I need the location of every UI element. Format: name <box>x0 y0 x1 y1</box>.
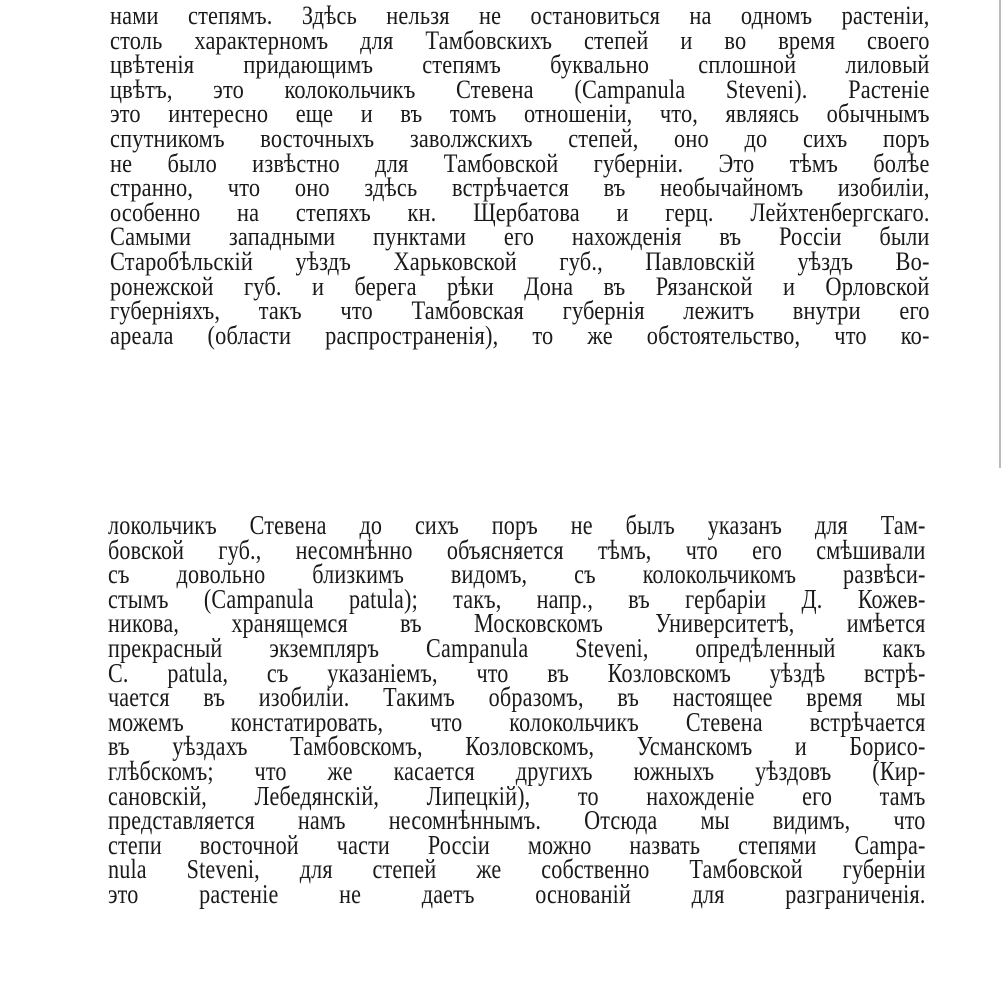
text-line: губернiяхъ, такъ что Тамбовская губернiя лежитъ внутри его <box>110 296 930 326</box>
text-line: можемъ констатировать, что колокольчикъ Стевена встрѣчается <box>108 706 926 737</box>
text-line: чается въ изобилiи. Такимъ образомъ, въ настоящее время мы <box>108 682 926 713</box>
text-line: стымъ (Campanula patula); такъ, напр., въ гербарiи Д. Кожев- <box>108 583 926 614</box>
text-line: nula Steveni, для степей же собственно Тамбовской губернiи <box>108 854 926 885</box>
text-line: цвѣтенiя придающимъ степямъ буквально сплошной лиловый <box>110 50 930 80</box>
text-line: Самыми западными пунктами его нахожденiя въ Россiи были <box>110 222 930 252</box>
text-line: странно, что оно здѣсь встрѣчается въ необычайномъ изобилiи, <box>110 173 930 203</box>
text-line: глѣбскомъ; что же касается другихъ южныхъ уѣздовъ (Кир- <box>108 755 926 786</box>
text-line: не было извѣстно для Тамбовской губернiи. Это тѣмъ болѣе <box>110 148 930 178</box>
text-line: это интересно еще и въ томъ отношенiи, что, являясь обычнымъ <box>110 99 930 129</box>
text-line: степи восточной части Россiи можно назвать степями Campa- <box>108 829 926 860</box>
text-line: Старобѣльскiй уѣздъ Харьковской губ., Павловскiй уѣздъ Во- <box>110 246 930 276</box>
text-line: никова, хранящемся въ Московскомъ Университетѣ, имѣется <box>108 608 926 639</box>
text-line: локольчикъ Стевена до сихъ поръ не былъ указанъ для Там- <box>108 510 926 540</box>
text-line: ронежской губ. и берега рѣки Дона въ Рязанской и Орловской <box>110 271 930 301</box>
upper-text-block <box>110 0 930 348</box>
text-line: столь характерномъ для Тамбовскихъ степей и во время своего <box>110 25 930 55</box>
text-line: ареала (области распространенiя), то же обстоятельство, что ко- <box>110 320 930 350</box>
text-line: въ уѣздахъ Тамбовскомъ, Козловскомъ, Усманскомъ и Борисо- <box>108 731 926 762</box>
page-edge-rule <box>999 0 1001 468</box>
text-line: C. patula, съ указанiемъ, что въ Козловскомъ уѣздѣ встрѣ- <box>108 657 926 688</box>
text-line: бовской губ., несомнѣнно объясняется тѣмъ, что его смѣшивали <box>108 534 926 565</box>
text-line: это растенiе не даетъ основанiй для разграниченiя. <box>108 878 926 909</box>
text-line: сановскiй, Лебедянскiй, Липецкiй), то нахожденiе его тамъ <box>108 780 926 811</box>
text-line: представляется намъ несомнѣннымъ. Отсюда мы видимъ, что <box>108 805 926 836</box>
text-line: нами степямъ. Здѣсь нельзя не остановиться на одномъ растенiи, <box>110 1 930 30</box>
text-line: цвѣтъ, это колокольчикъ Стевена (Campanula Steveni). Растенiе <box>110 74 930 104</box>
text-line: спутникомъ восточныхъ заволжскихъ степей, оно до сихъ поръ <box>110 123 930 153</box>
text-line: особенно на степяхъ кн. Щербатова и герц. Лейхтенбергскаго. <box>110 197 930 227</box>
text-line: съ довольно близкимъ видомъ, съ колокольчикомъ развѣси- <box>108 559 926 590</box>
text-line: прекрасный экземпляръ Campanula Steveni, опредѣленный какъ <box>108 632 926 663</box>
lower-text-block <box>108 510 926 909</box>
